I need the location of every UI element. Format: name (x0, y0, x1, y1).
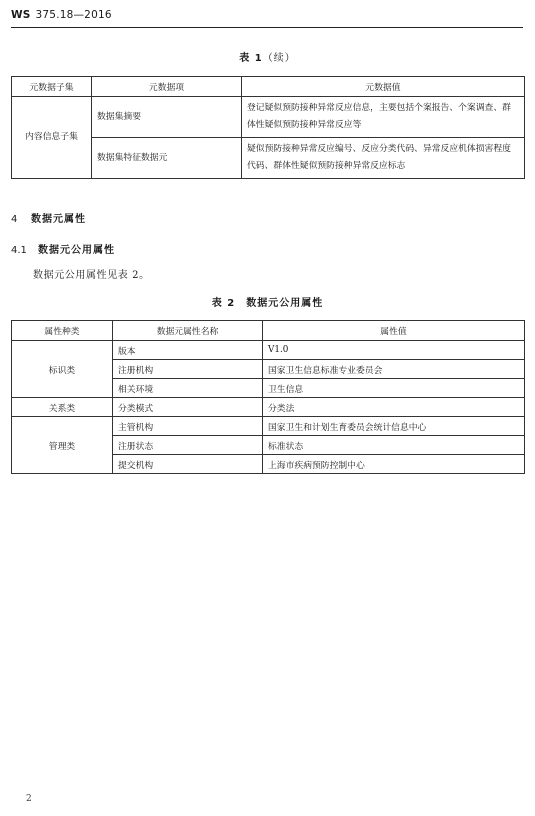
standard-header (11, 9, 112, 21)
table2-attr-cell: 相关环境 (113, 379, 263, 398)
section-4-1-heading (11, 241, 115, 256)
table2-value-cell: 上海市疾病预防控制中心 (263, 455, 525, 474)
table1-item-cell: 数据集特征数据元 (92, 138, 242, 179)
table2-attr-cell: 分类模式 (113, 398, 263, 417)
table1 (11, 76, 525, 179)
page-number: 2 (26, 794, 32, 804)
standard-prefix: WS (11, 9, 31, 21)
table1-item-cell: 数据集摘要 (92, 97, 242, 138)
section-4-heading (11, 210, 86, 225)
table1-caption (0, 49, 535, 64)
table-row (12, 97, 525, 138)
section-title: 数据元公用属性 (38, 245, 115, 256)
table2-value-cell: 分类法 (263, 398, 525, 417)
table2-value-cell: 国家卫生信息标准专业委员会 (263, 360, 525, 379)
table2 (11, 320, 525, 474)
table1-col-header: 元数据值 (242, 77, 525, 97)
table1-header-row (12, 77, 525, 97)
header-rule (11, 27, 523, 28)
table-row (12, 398, 525, 417)
table-row (12, 417, 525, 436)
table2-caption: 表 2 数据元公用属性 (211, 298, 324, 309)
table1-value-cell: 疑似预防接种异常反应编号、反应分类代码、异常反应机体损害程度代码、群体性疑似预防接种异常反应标志 (242, 138, 525, 179)
section-number: 4.1 (11, 245, 27, 256)
table2-col-header: 数据元属性名称 (113, 321, 263, 341)
table2-attr-cell: 注册状态 (113, 436, 263, 455)
body-paragraph: 数据元公用属性见表 2。 (33, 270, 150, 281)
standard-code: 375.18—2016 (35, 9, 112, 21)
table1-value-cell: 登记疑似预防接种异常反应信息，主要包括个案报告、个案调查、群体性疑似预防接种异常反应等 (242, 97, 525, 138)
section-title: 数据元属性 (31, 214, 86, 225)
table2-col-header: 属性种类 (12, 321, 113, 341)
table2-value-cell: 国家卫生和计划生育委员会统计信息中心 (263, 417, 525, 436)
table-row (12, 341, 525, 360)
section-number: 4 (11, 214, 18, 225)
table2-attr-cell: 提交机构 (113, 455, 263, 474)
table1-col-header: 元数据子集 (12, 77, 92, 97)
table2-value-cell: 标准状态 (263, 436, 525, 455)
table2-attr-cell: 注册机构 (113, 360, 263, 379)
table2-value-cell: V1.0 (263, 341, 525, 360)
table1-caption-title: 表 1 (239, 53, 263, 64)
table1-col-header: 元数据项 (92, 77, 242, 97)
table1-group-cell: 内容信息子集 (12, 97, 92, 179)
table2-attr-cell: 主管机构 (113, 417, 263, 436)
table2-col-header: 属性值 (263, 321, 525, 341)
table2-attr-cell: 版本 (113, 341, 263, 360)
table2-group-cell: 关系类 (12, 398, 113, 417)
table2-group-cell: 标识类 (12, 341, 113, 398)
table1-caption-continued: （续） (262, 53, 296, 64)
table2-value-cell: 卫生信息 (263, 379, 525, 398)
table2-header-row (12, 321, 525, 341)
table2-group-cell: 管理类 (12, 417, 113, 474)
